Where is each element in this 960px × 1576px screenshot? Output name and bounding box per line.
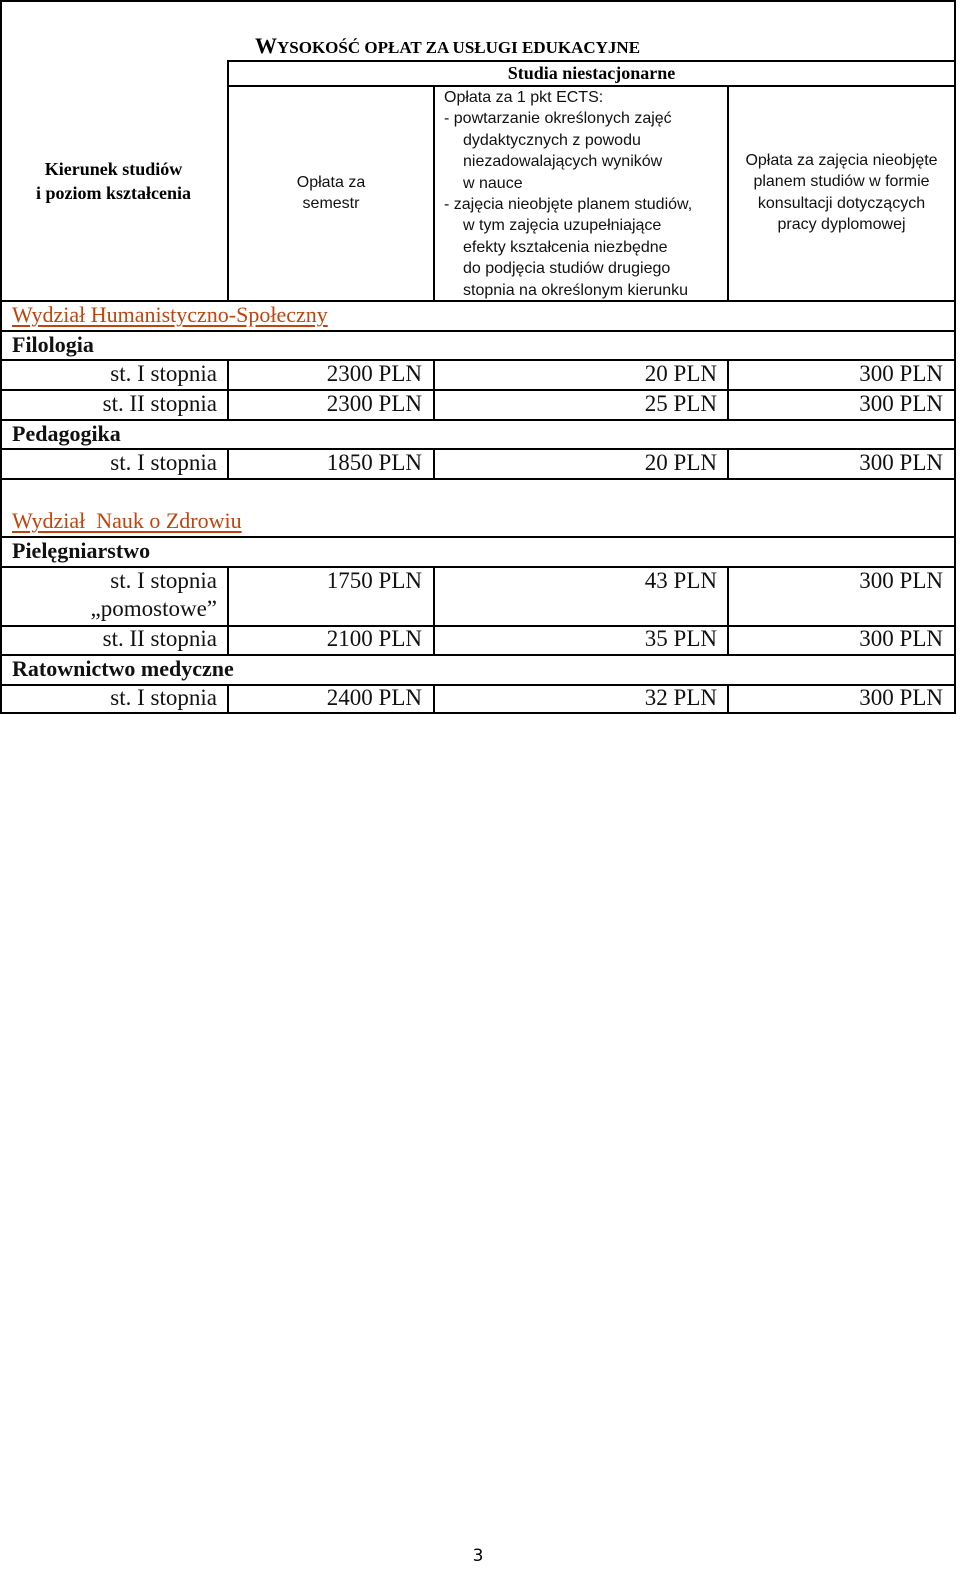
column-header-line: w nauce — [463, 174, 523, 192]
column-header-line: efekty kształcenia niezbędne — [463, 238, 668, 256]
ects-fee-cell: 43 PLN — [644, 568, 717, 593]
table-line — [954, 0, 956, 714]
ects-fee-cell: 35 PLN — [644, 626, 717, 651]
thesis-fee-cell: 300 PLN — [859, 685, 943, 710]
level-cell: st. II stopnia — [102, 626, 217, 651]
table-title — [255, 33, 640, 59]
column-header-line: w tym zajęcia uzupełniające — [463, 217, 662, 235]
level-cell: st. I stopnia — [110, 450, 217, 475]
column-header-line: Opłata za — [296, 174, 366, 191]
thesis-fee-cell: 300 PLN — [859, 626, 943, 651]
faculty-heading: Wydział Humanistyczno-Społeczny — [12, 302, 328, 327]
column-header-thesis — [729, 150, 954, 236]
field-of-study: Filologia — [12, 332, 94, 357]
column-header-line: - zajęcia nieobjęte planem studiów, — [444, 196, 693, 214]
ects-fee-cell: 20 PLN — [644, 450, 717, 475]
table-line — [0, 0, 956, 2]
column-header-line: pracy dyplomowej — [777, 216, 906, 234]
page-number: 3 — [472, 1546, 484, 1566]
column-header-line: i poziom kształcenia — [36, 183, 191, 203]
faculty-heading: Wydział Nauk o Zdrowiu — [12, 508, 242, 533]
table-line — [0, 419, 956, 421]
thesis-fee-cell: 300 PLN — [859, 568, 943, 593]
semester-fee-cell: 1750 PLN — [326, 568, 422, 593]
column-header-semester — [229, 172, 433, 215]
column-header-line: planem studiów w formie — [753, 173, 930, 191]
table-line — [0, 330, 956, 332]
table-subtitle: Studia niestacjonarne — [507, 63, 676, 83]
field-of-study: Ratownictwo medyczne — [12, 656, 234, 681]
table-line — [0, 712, 956, 714]
thesis-fee-cell: 300 PLN — [859, 361, 943, 386]
level-cell: st. II stopnia — [102, 391, 217, 416]
semester-fee-cell: 2300 PLN — [326, 361, 422, 386]
column-header-field — [0, 157, 227, 205]
semester-fee-cell: 2300 PLN — [326, 391, 422, 416]
column-header-line: dydaktycznych z powodu — [463, 131, 641, 149]
column-header-line: konsultacji dotyczących — [757, 194, 926, 212]
column-header-line: niezadowalających wyników — [463, 153, 663, 171]
column-header-ects — [444, 87, 692, 301]
ects-fee-cell: 32 PLN — [644, 685, 717, 710]
table-title-initial: W — [255, 33, 277, 58]
level-cell: st. I stopnia — [110, 685, 217, 710]
column-header-line: Opłata za zajęcia nieobjęte — [745, 152, 938, 169]
column-header-line: Kierunek studiów — [44, 159, 183, 179]
column-header-line: semestr — [302, 195, 360, 213]
ects-fee-cell: 25 PLN — [644, 391, 717, 416]
table-line — [0, 478, 956, 480]
thesis-fee-cell: 300 PLN — [859, 450, 943, 475]
table-line — [433, 85, 435, 302]
field-of-study: Pedagogika — [12, 421, 121, 446]
level-note-cell: „pomostowe” — [90, 596, 217, 621]
level-cell: st. I stopnia — [110, 361, 217, 386]
column-header-line: stopnia na określonym kierunku — [463, 281, 689, 299]
field-of-study: Pielęgniarstwo — [12, 538, 151, 563]
column-header-line: - powtarzanie określonych zajęć — [444, 110, 672, 128]
column-header-line: Opłata za 1 pkt ECTS: — [444, 89, 604, 106]
ects-fee-cell: 20 PLN — [644, 361, 717, 386]
table-title-rest: YSOKOŚĆ OPŁAT ZA USŁUGI EDUKACYJNE — [277, 38, 641, 57]
semester-fee-cell: 2400 PLN — [326, 685, 422, 710]
semester-fee-cell: 1850 PLN — [326, 450, 422, 475]
column-header-line: do podjęcia studiów drugiego — [463, 260, 671, 278]
semester-fee-cell: 2100 PLN — [326, 626, 422, 651]
thesis-fee-cell: 300 PLN — [859, 391, 943, 416]
level-cell: st. I stopnia — [110, 568, 217, 593]
